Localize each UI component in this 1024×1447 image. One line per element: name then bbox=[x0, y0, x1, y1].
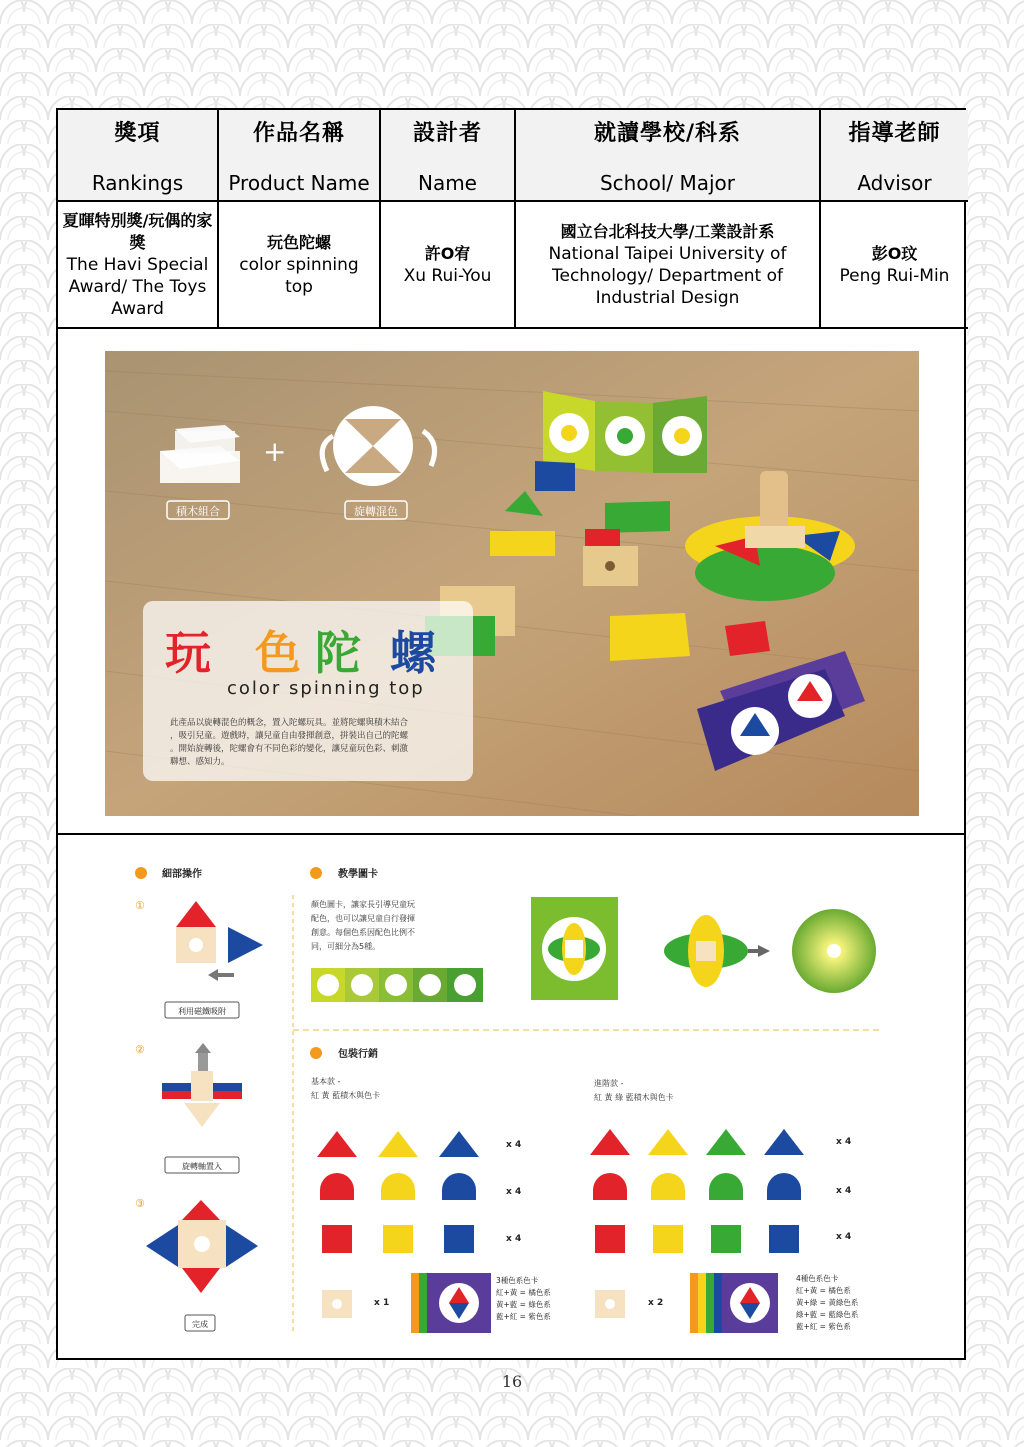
step1-label: 利用磁鐵吸附 bbox=[178, 1007, 226, 1016]
label-spin: 旋轉混色 bbox=[354, 505, 398, 518]
cell-school: 國立台北科技大學/工業設計系 National Taipei University of Technology/ Department of Industrial Design bbox=[515, 201, 820, 328]
basic-title: 基本款 - bbox=[311, 1077, 341, 1086]
svg-text:綠+藍 = 藍綠色系: 綠+藍 = 藍綠色系 bbox=[796, 1310, 859, 1319]
advanced-title: 進階款 - bbox=[594, 1079, 624, 1088]
step3-label: 完成 bbox=[192, 1320, 208, 1329]
poster-title-en: color spinning top bbox=[227, 678, 425, 699]
svg-text:螺: 螺 bbox=[390, 626, 436, 680]
cell-product: 玩色陀螺 color spinning top bbox=[218, 201, 380, 328]
svg-text:。開始旋轉後，陀螺會有不同色彩的變化，讓兒童玩色彩、刺激: 。開始旋轉後，陀螺會有不同色彩的變化，讓兒童玩色彩、刺激 bbox=[170, 744, 409, 754]
ops-title: 細部操作 bbox=[162, 869, 202, 880]
adv-semi-count: x 4 bbox=[836, 1186, 852, 1196]
svg-text:同，可細分為5種。: 同，可細分為5種。 bbox=[311, 942, 381, 951]
svg-text:聯想、感知力。: 聯想、感知力。 bbox=[170, 757, 230, 767]
svg-text:配色，也可以讓兒童自行發揮: 配色，也可以讓兒童自行發揮 bbox=[311, 914, 415, 923]
label-blocks: 積木組合 bbox=[176, 505, 220, 518]
step1-number: ① bbox=[135, 899, 145, 912]
detail-section bbox=[58, 835, 964, 1360]
cell-ranking: 夏暉特別獎/玩偶的家獎 The Havi Special Award/ The Toys Award bbox=[58, 201, 218, 328]
svg-text:紅+黃 = 橘色系: 紅+黃 = 橘色系 bbox=[496, 1288, 551, 1297]
svg-text:藍+紅 = 紫色系: 藍+紅 = 紫色系 bbox=[796, 1322, 851, 1331]
svg-text:黃+藍 = 綠色系: 黃+藍 = 綠色系 bbox=[496, 1300, 551, 1309]
cards-title: 教學圖卡 bbox=[338, 869, 378, 880]
adv-square-count: x 4 bbox=[836, 1232, 852, 1242]
svg-text:，吸引兒童。遊戲時，讓兒童自由發揮創意，拼裝出自己的陀螺: ，吸引兒童。遊戲時，讓兒童自由發揮創意，拼裝出自己的陀螺 bbox=[170, 731, 409, 741]
page-number: 16 bbox=[501, 1372, 523, 1391]
svg-text:創意。每個色系因配色比例不: 創意。每個色系因配色比例不 bbox=[311, 928, 415, 937]
header-rankings: 獎項 Rankings bbox=[58, 110, 218, 201]
adv-card-title: 4種色系色卡 bbox=[796, 1274, 839, 1283]
header-name: 設計者 Name bbox=[380, 110, 515, 201]
award-sheet bbox=[56, 108, 966, 1360]
basic-square-count: x 4 bbox=[506, 1234, 522, 1244]
basic-tri-count: x 4 bbox=[506, 1140, 522, 1150]
adv-core-count: x 2 bbox=[648, 1298, 664, 1308]
svg-text:陀: 陀 bbox=[315, 626, 361, 680]
svg-text:玩: 玩 bbox=[165, 626, 211, 680]
header-school: 就讀學校/科系 School/ Major bbox=[515, 110, 820, 201]
svg-text:紅+黃 = 橘色系: 紅+黃 = 橘色系 bbox=[796, 1286, 851, 1295]
poster-section bbox=[58, 335, 964, 835]
table-header-row bbox=[58, 110, 968, 201]
header-product-name: 作品名稱 Product Name bbox=[218, 110, 380, 201]
basic-card-title: 3種色系色卡 bbox=[496, 1276, 539, 1285]
cards-description bbox=[311, 899, 415, 952]
product-poster-image bbox=[105, 351, 919, 816]
svg-text:黃+綠 = 黃綠色系: 黃+綠 = 黃綠色系 bbox=[796, 1298, 859, 1307]
basic-semi-count: x 4 bbox=[506, 1187, 522, 1197]
cell-advisor: 彭O玟 Peng Rui-Min bbox=[820, 201, 968, 328]
table-row bbox=[58, 201, 968, 328]
svg-text:顏色圖卡，讓家長引導兒童玩: 顏色圖卡，讓家長引導兒童玩 bbox=[311, 900, 415, 909]
adv-tri-count: x 4 bbox=[836, 1137, 852, 1147]
step3-number: ③ bbox=[135, 1197, 145, 1210]
cell-designer: 許O宥 Xu Rui-You bbox=[380, 201, 515, 328]
advanced-subtitle: 紅 黃 綠 藍積木與色卡 bbox=[594, 1093, 674, 1102]
pack-title: 包裝行銷 bbox=[338, 1049, 378, 1060]
step2-label: 旋轉軸置入 bbox=[182, 1162, 222, 1171]
svg-text:+: + bbox=[263, 435, 287, 468]
basic-core-count: x 1 bbox=[374, 1298, 390, 1308]
color-card-strip bbox=[543, 391, 707, 473]
award-table bbox=[58, 110, 968, 329]
svg-text:色: 色 bbox=[255, 626, 301, 680]
svg-text:藍+紅 = 紫色系: 藍+紅 = 紫色系 bbox=[496, 1312, 551, 1321]
detail-diagram bbox=[58, 835, 964, 1355]
step2-number: ② bbox=[135, 1043, 145, 1056]
basic-subtitle: 紅 黃 藍積木與色卡 bbox=[311, 1091, 381, 1100]
header-advisor: 指導老師 Advisor bbox=[820, 110, 968, 201]
svg-text:此產品以旋轉混色的概念，置入陀螺玩具。並將陀螺與積木結合: 此產品以旋轉混色的概念，置入陀螺玩具。並將陀螺與積木結合 bbox=[170, 718, 409, 728]
